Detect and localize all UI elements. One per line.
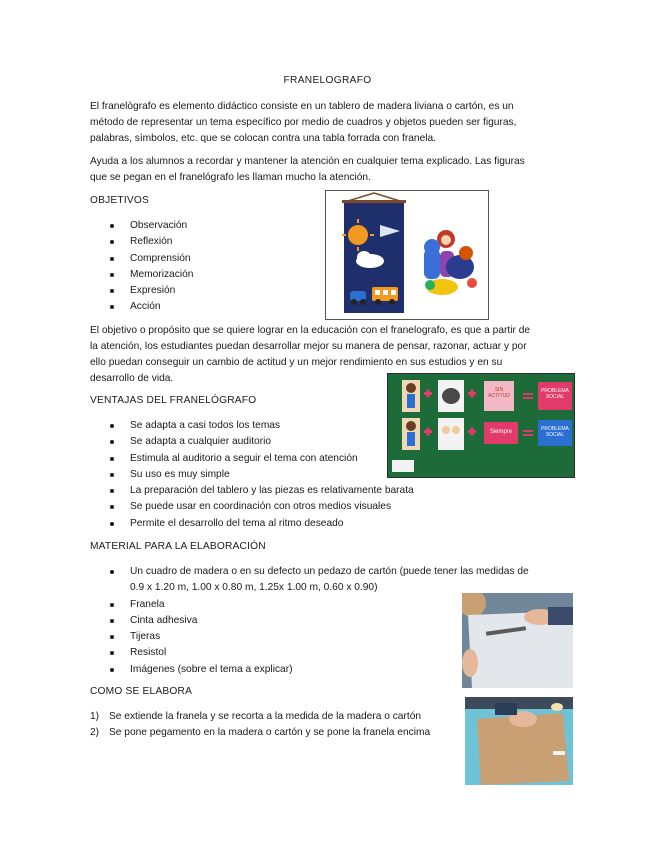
green-board-image (387, 373, 575, 478)
intro-line: método de representar un tema específico por medio de cuadros y objetos pueden ser figuras, (90, 117, 517, 128)
bullet-icon (110, 240, 114, 244)
bullet-icon (110, 305, 114, 309)
intro-line: palabras, símbolos, etc. que se colocan contra una tabla forrada con franela. (90, 133, 437, 144)
bullet-icon (110, 570, 114, 574)
list-item: Un cuadro de madera o en su defecto un pedazo de cartón (puede tener las medidas de (130, 564, 529, 580)
list-item: 1) Se extiende la franela y se recorta a la medida de la madera o cartón (90, 711, 422, 722)
cutting-board-illustration (462, 593, 573, 688)
card-problema-social-bottom: PROBLEMA SOCIAL (541, 426, 569, 438)
bullet-icon (110, 273, 114, 277)
bullet-icon (110, 668, 114, 672)
como-steps (90, 709, 431, 742)
bullet-icon (110, 289, 114, 293)
card-problema-social-top: PROBLEMA SOCIAL (541, 388, 569, 400)
intro-line: que se pegan en el franelógrafo les llaman mucho la atención. (90, 172, 371, 183)
objetivos-list (130, 218, 193, 316)
bullet-icon (110, 603, 114, 607)
bullet-icon (110, 651, 114, 655)
list-item: Se adapta a casi todos los temas (130, 418, 414, 434)
list-item: Cinta adhesiva (130, 613, 529, 629)
list-item: Permite el desarrollo del tema al ritmo deseado (130, 516, 414, 532)
objetivo-line: ello puedan conseguir un cambio de actitud y un mejor rendimiento en sus estudios y en su (90, 357, 503, 368)
intro-line: El franelògrafo es elemento didáctico consiste en un tablero de madera liviana o cartón, es un (90, 101, 514, 112)
bullet-icon (110, 424, 114, 428)
ventajas-list (130, 418, 414, 532)
card-siempre: Siempre (489, 429, 513, 435)
list-item: Reflexión (130, 234, 193, 250)
franelografo-banner-image (325, 190, 489, 320)
bullet-icon (110, 505, 114, 509)
list-item: Imágenes (sobre el tema a explicar) (130, 662, 529, 678)
list-item: Observación (130, 218, 193, 234)
list-item: Franela (130, 597, 529, 613)
objetivos-heading: OBJETIVOS (90, 195, 149, 206)
list-item: 2) Se pone pegamento en la madera o cartón y se pone la franela encima (90, 727, 431, 739)
como-heading: COMO SE ELABORA (90, 686, 193, 697)
gluing-flannel-illustration (465, 697, 573, 785)
bullet-icon (110, 440, 114, 444)
objetivo-line: desarrollo de vida. (90, 373, 174, 384)
intro-line: Ayuda a los alumnos a recordar y mantener la atención en cualquier tema explicado. Las figuras (90, 156, 525, 167)
bullet-icon (110, 473, 114, 477)
bullet-icon (110, 635, 114, 639)
bullet-icon (110, 257, 114, 261)
list-item: Se puede usar en coordinación con otros medios visuales (130, 499, 414, 515)
banner-illustration (326, 191, 488, 319)
list-item: Tijeras (130, 629, 529, 645)
objetivo-line: El objetivo o propósito que se quiere lograr en la educación con el franelografo, es que a partir de (90, 325, 531, 336)
objetivo-line: la atención, los estudiantes puedan desarrollar mejor su manera de pensar, razonar, actuar y por (90, 341, 527, 352)
cutting-board-photo (462, 593, 573, 688)
list-item: Expresión (130, 283, 193, 299)
list-item-continuation: 0.9 x 1.20 m, 1.00 x 0.80 m, 1.25x 1.00 m, 0.60 x 0.90) (130, 582, 378, 594)
material-heading: MATERIAL PARA LA ELABORACIÓN (90, 541, 266, 552)
gluing-flannel-photo (465, 697, 573, 785)
list-item: Estimula al auditorio a seguir el tema con atención (130, 451, 414, 467)
list-item: La preparación del tablero y las piezas es relativamente barata (130, 483, 414, 499)
bullet-icon (110, 457, 114, 461)
list-item: Resistol (130, 645, 529, 661)
document-title: FRANELOGRAFO (283, 75, 372, 86)
list-item: Comprensión (130, 251, 193, 267)
bullet-icon (110, 224, 114, 228)
list-item: Su uso es muy simple (130, 467, 414, 483)
list-item: Acción (130, 299, 193, 315)
bullet-icon (110, 619, 114, 623)
card-sin-actitud: SIN ACTITUD (488, 387, 510, 399)
ventajas-heading: VENTAJAS DEL FRANELÓGRAFO (90, 395, 257, 406)
bullet-icon (110, 522, 114, 526)
list-item: Se adapta a cualquier auditorio (130, 434, 414, 450)
list-item: Memorización (130, 267, 193, 283)
bullet-icon (110, 489, 114, 493)
